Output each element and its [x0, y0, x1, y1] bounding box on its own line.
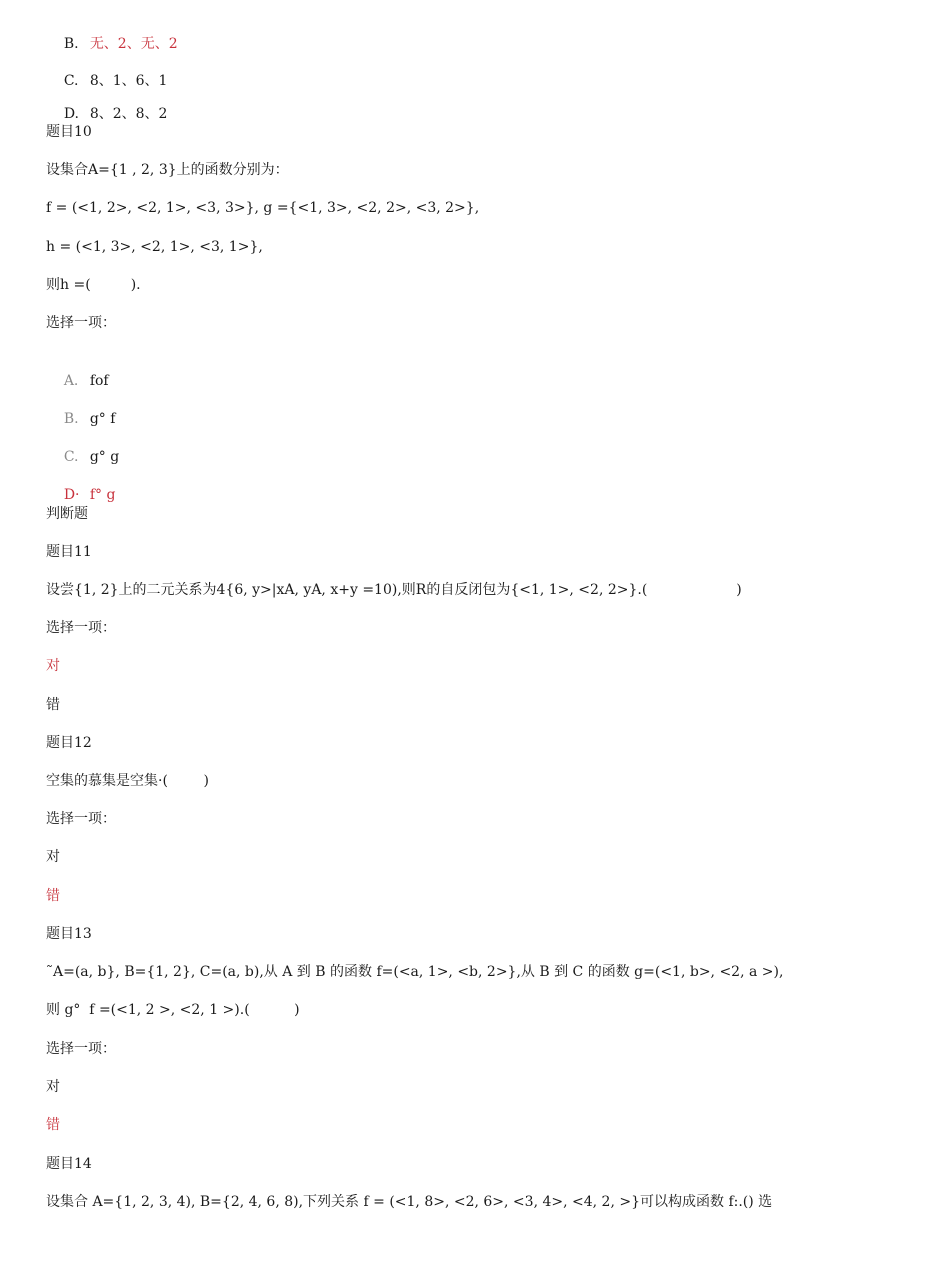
question-heading-12: 题目12 [46, 735, 92, 751]
question-text: 空集的慕集是空集·( ) [46, 773, 209, 789]
question-text: f = (<1, 2>, <2, 1>, <3, 3>}, g ={<1, 3>, <2, 2>, <3, 2>}, [46, 200, 480, 216]
option-text: g° f [89, 411, 116, 427]
option-false-selected[interactable]: 错 [46, 888, 60, 904]
question-text: 设集合A={1 , 2, 3}上的函数分别为： [46, 162, 289, 178]
option-text: 8、2、8、2 [89, 106, 168, 122]
choose-one-label: 选择一项： [46, 620, 116, 636]
question-text: ˜A=(a, b}, B={1, 2}, C=(a, b),从 A 到 B 的函数 f=(<a, 1>, <b, 2>},从 B 到 C 的函数 g=(<1, b>, <2, a >), [46, 964, 784, 980]
option-text: 无、2、无、2 [89, 36, 178, 52]
question-heading-10: 题目10 [46, 124, 92, 140]
question-text: 则h =( ). [46, 277, 141, 293]
option-text: fof [89, 373, 109, 389]
question-text: h = (<1, 3>, <2, 1>, <3, 1>}, [46, 239, 263, 255]
option-text: 8、1、6、1 [89, 73, 168, 89]
option-letter: A. [63, 373, 79, 389]
option-letter: D· [63, 487, 80, 503]
option-letter: D. [63, 106, 79, 122]
choose-one-label: 选择一项： [46, 1041, 116, 1057]
option-text: g° g [89, 449, 120, 465]
option-true[interactable]: 对 [46, 1079, 60, 1095]
option-true[interactable]: 对 [46, 849, 60, 865]
option-true-selected[interactable]: 对 [46, 658, 60, 674]
question-heading-13: 题目13 [46, 926, 92, 942]
option-letter: C. [63, 73, 79, 89]
question-heading-14: 题目14 [46, 1156, 92, 1172]
option-false-selected[interactable]: 错 [46, 1117, 60, 1133]
option-letter: B. [63, 36, 79, 52]
option-letter: C. [63, 449, 79, 465]
option-text: f° g [89, 487, 116, 503]
question-text: 设集合 A={1, 2, 3, 4), B={2, 4, 6, 8),下列关系 f = (<1, 8>, <2, 6>, <3, 4>, <4, 2, >}可以构成函数 f:.() 选 [46, 1194, 773, 1210]
question-text: 设尝{1, 2}上的二元关系为4{6, y>|xA, yA, x+y =10),则R的自反闭包为{<1, 1>, <2, 2>}.( ) [46, 582, 742, 598]
section-heading: 判断题 [46, 506, 88, 522]
option-false[interactable]: 错 [46, 697, 60, 713]
choose-one-label: 选择一项： [46, 315, 116, 331]
choose-one-label: 选择一项： [46, 811, 116, 827]
question-text: 则 g° f =(<1, 2 >, <2, 1 >).( ) [46, 1002, 300, 1018]
question-heading-11: 题目11 [46, 544, 92, 560]
option-letter: B. [63, 411, 79, 427]
